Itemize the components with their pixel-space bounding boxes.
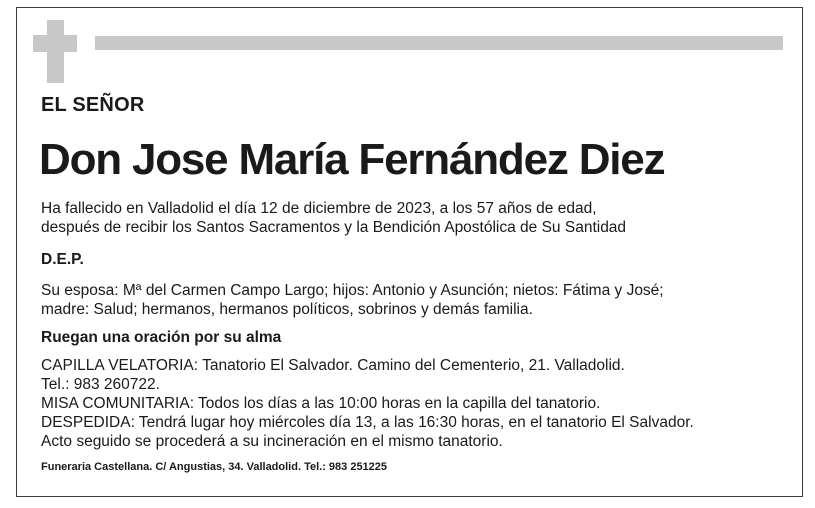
prayer-request: Ruegan una oración por su alma [41,329,282,346]
family-line-2: madre: Salud; hermanos, hermanos políticos, sobrinos y demás familia. [41,301,533,318]
service-line-5: Acto seguido se procederá a su incineración en el mismo tanatorio. [41,433,503,450]
notice-heading: EL SEÑOR [41,94,145,116]
service-line-2: Tel.: 983 260722. [41,376,160,393]
death-line-2: después de recibir los Santos Sacramentos y la Bendición Apostólica de Su Santidad [41,219,627,236]
deceased-name: Don Jose María Fernández Diez [39,135,665,184]
cross-icon-bar [33,35,77,52]
header-rule [95,36,783,50]
service-line-3: MISA COMUNITARIA: Todos los días a las 10:00 horas en la capilla del tanatorio. [41,395,601,412]
service-line-1: CAPILLA VELATORIA: Tanatorio El Salvador. Camino del Cementerio, 21. Valladolid. [41,357,625,374]
family-line-1: Su esposa: Mª del Carmen Campo Largo; hijos: Antonio y Asunción; nietos: Fátima y José; [41,282,664,299]
death-line-1: Ha fallecido en Valladolid el día 12 de diciembre de 2023, a los 57 años de edad, [41,200,597,217]
service-line-4: DESPEDIDA: Tendrá lugar hoy miércoles día 13, a las 16:30 horas, en el tanatorio El Salvador. [41,414,694,431]
funeral-home-footer: Funeraria Castellana. C/ Angustias, 34. Valladolid. Tel.: 983 251225 [41,461,388,473]
dep-label: D.E.P. [41,251,84,268]
